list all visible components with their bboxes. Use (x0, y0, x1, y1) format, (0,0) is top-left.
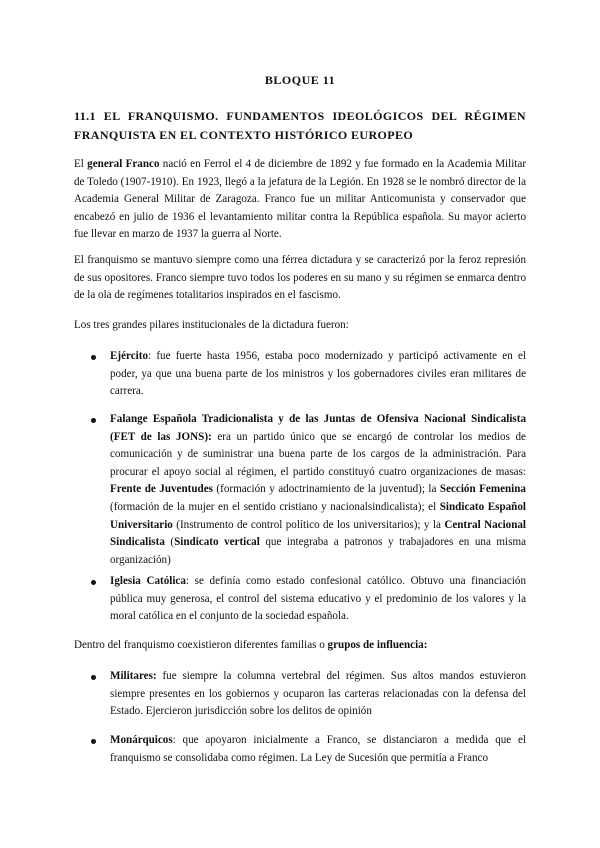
bold-term: Militares: (110, 670, 157, 682)
text-run: El (74, 158, 88, 170)
text-run: : fue fuerte hasta 1956, estaba poco modernizado y participó activamente en el poder, ya que una buena parte de los ministros y los gobernadores civiles eran militares de carrera. (110, 350, 526, 398)
paragraph-pillars-intro: Los tres grandes pilares institucionales de la dictadura fueron: (74, 319, 349, 331)
bullet-icon (91, 580, 96, 585)
paragraph-franco-bio (74, 156, 526, 244)
bold-term: Iglesia Católica (110, 575, 186, 587)
bold-term: Monárquicos (110, 734, 173, 746)
text-run: ( (164, 536, 175, 549)
text-run: (formación y adoctrinamiento de la juventud); la (212, 483, 440, 496)
bold-term: Ejército (110, 350, 148, 362)
text-run: que integraba a patronos y trabajadores en una misma organización) (110, 536, 527, 566)
document-title: BLOQUE 11 (264, 73, 336, 87)
list-item-text (110, 732, 526, 767)
paragraph-groups-intro (74, 637, 526, 655)
bullet-icon (91, 739, 96, 744)
list-item-text (110, 668, 526, 721)
list-item-text (110, 573, 526, 626)
list-item-text (110, 348, 526, 401)
bold-term: Sindicato Español Universitario (110, 500, 526, 531)
bold-term: Sección Femenina (439, 483, 526, 496)
text-run: Dentro del franquismo coexistieron diferentes familias o (74, 639, 328, 651)
bold-term: general Franco (87, 158, 160, 170)
text-run: era un partido único que se encargó de controlar los medios de comunicación y de suministrar una buena parte de los cargos de la administración. Para procurar el apoyo social al régimen, el partido constituyó cuatro organizaciones de masas: (110, 430, 526, 478)
text-run: : que apoyaron inicialmente a Franco, se distanciaron a medida que el franquismo se consolidaba como régimen. La Ley de Sucesión que permitía a Franco (110, 734, 526, 764)
paragraph-dictatorship: El franquismo se mantuvo siempre como una férrea dictadura y se caracterizó por la feroz represión de sus opositores. Franco siempre tuvo todos los poderes en su mano y su régimen se enmarca dentro de la ola de regímenes totalitarios inspirados en el fascismo. (74, 254, 526, 302)
bold-term: Frente de Juventudes (110, 483, 213, 496)
list-item-text (110, 411, 526, 569)
bold-term: grupos de influencia: (327, 639, 428, 651)
bold-term: Central Nacional Sindicalista (110, 518, 526, 549)
section-heading: 11.1 EL FRANQUISMO. FUNDAMENTOS IDEOLÓGICOS DEL RÉGIMEN FRANQUISTA EN EL CONTEXTO HISTÓRICO EUROPEO (74, 109, 526, 142)
text-run: nació en Ferrol el 4 de diciembre de 1892 y fue formado en la Academia Militar de Toledo (1907-1910). En 1923, llegó a la jefatura de la Legión. En 1928 se le nombró director de la Academia General Militar de Zaragoza. Franco fue un militar Anticomunista y conservador que encabezó en julio de 1936 el levantamiento militar contra la República española. Su mayor acierto fue llevar en marzo de 1937 la guerra al Norte. (74, 158, 527, 241)
bold-term: Falange Española Tradicionalista y de las Juntas de Ofensiva Nacional Sindicalista (FET de las JONS): (110, 413, 526, 443)
text-run: (Instrumento de control político de los universitarios); y la (172, 518, 445, 531)
bold-term: Sindicato vertical (174, 536, 260, 549)
bullet-icon (91, 675, 96, 680)
text-run: fue siempre la columna vertebral del régimen. Sus altos mandos estuvieron siempre presentes en los gobiernos y ocuparon las carteras relacionadas con la defensa del Estado. Ejercieron jurisdicción sobre los delitos de opinión (110, 670, 526, 718)
text-run: (formación de la mujer en el sentido cristiano y nacionalsindicalista); el (110, 500, 440, 513)
bullet-icon (91, 418, 96, 423)
bullet-icon (91, 355, 96, 360)
text-run: : se definía como estado confesional católico. Obtuvo una financiación pública muy generosa, el control del sistema educativo y el predominio de los valores y la moral católica en el conjunto de la sociedad española. (110, 575, 526, 623)
